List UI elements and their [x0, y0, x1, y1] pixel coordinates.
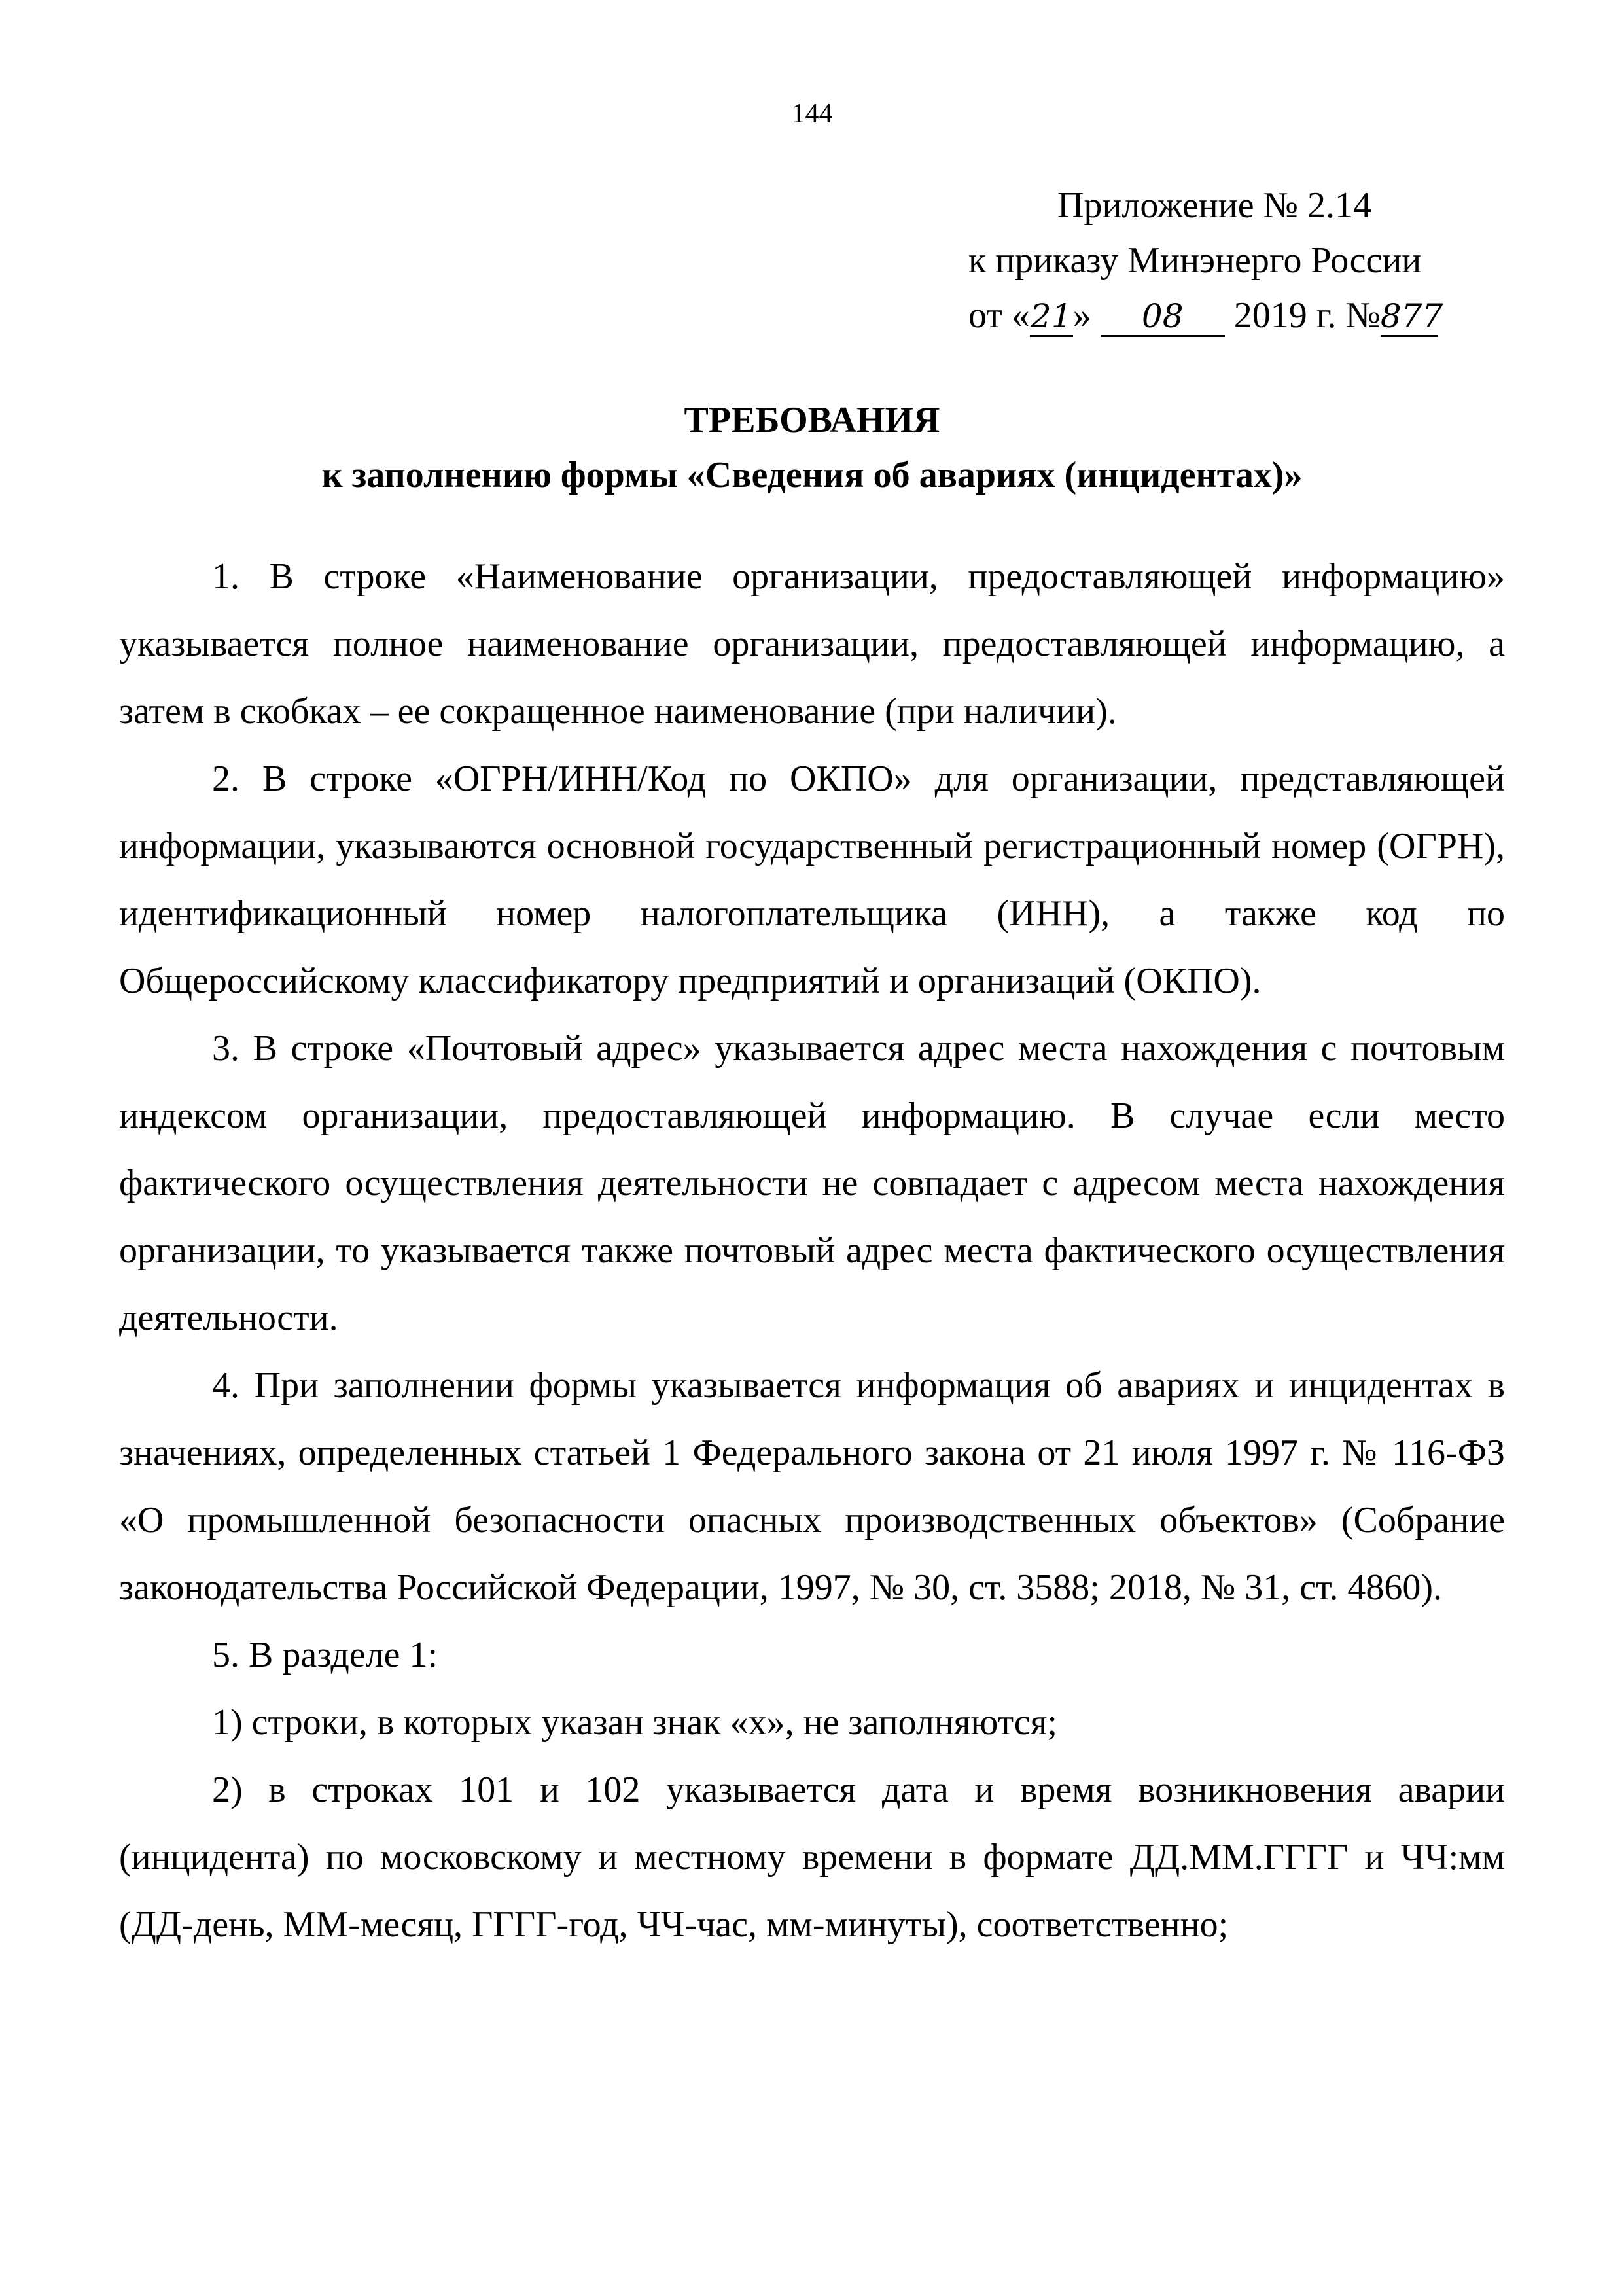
- paragraph-4: 4. При заполнении формы указывается информация об авариях и инцидентах в значениях, определенных статьей 1 Федерального закона от 21 июля 1997 г. № 116-ФЗ «О промышленной безопасности опасных производственных объектов» (Собрание законодательства Российской Федерации, 1997, № 30, ст. 3588; 2018, № 31, ст. 4860).: [119, 1365, 1505, 1608]
- paragraph-5-item-2: 2) в строках 101 и 102 указывается дата и время возникновения аварии (инцидента) по московскому и местному времени в формате ДД.ММ.ГГГГ и ЧЧ:мм (ДД-день, ММ-месяц, ГГГГ-год, ЧЧ-час, мм-минуты), соответственно;: [119, 1770, 1505, 1945]
- date-year: 2019 г. №: [1233, 295, 1381, 336]
- paragraph-3: 3. В строке «Почтовый адрес» указывается адрес места нахождения с почтовым индексом организации, предоставляющей информацию. В случае если место фактического осуществления деятельности не совпадает с адресом места нахождения организации, то указывается также почтовый адрес места фактического осуществления деятельности.: [119, 1028, 1505, 1338]
- appendix-title: Приложение № 2.14: [1057, 185, 1371, 226]
- paragraph-5: 5. В разделе 1:: [212, 1635, 438, 1675]
- handwritten-order-number: 877: [1381, 297, 1438, 337]
- appendix-order-ref: к приказу Минэнерго России: [968, 240, 1422, 281]
- document-body: [119, 543, 1505, 1959]
- document-title: [0, 393, 1624, 503]
- paragraph-2: 2. В строке «ОГРН/ИНН/Код по ОКПО» для организации, представляющей информации, указываются основной государственный регистрационный номер (ОГРН), идентификационный номер налогоплательщика (ИНН), а также код по Общероссийскому классификатору предприятий и организаций (ОКПО).: [119, 758, 1505, 1001]
- title-sub: к заполнению формы «Сведения об авариях (инцидентах)»: [321, 455, 1303, 495]
- date-prefix: от «: [968, 295, 1030, 336]
- paragraph-1: 1. В строке «Наименование организации, предоставляющей информацию» указывается полное наименование организации, предоставляющей информацию, а затем в скобках – ее сокращенное наименование (при наличии).: [119, 556, 1505, 732]
- paragraph-5-item-1: 1) строки, в которых указан знак «х», не заполняются;: [212, 1702, 1057, 1743]
- appendix-date-line: [968, 288, 1544, 343]
- page-number: 144: [791, 99, 833, 129]
- appendix-header: [968, 178, 1544, 343]
- handwritten-month: 08: [1101, 297, 1225, 337]
- date-mid: »: [1072, 295, 1091, 336]
- handwritten-day: 21: [1030, 297, 1073, 337]
- title-main: ТРЕБОВАНИЯ: [684, 400, 940, 440]
